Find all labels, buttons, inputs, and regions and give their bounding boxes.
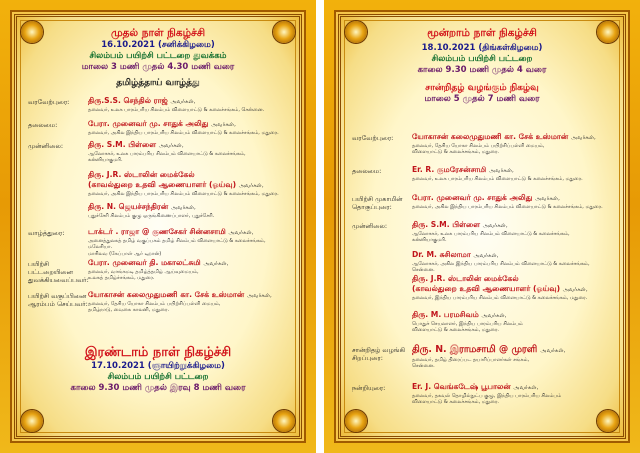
person-desc: விளையாட்டு & கலைச்சங்கம், மதுரை. <box>412 149 500 156</box>
day3-header <box>352 26 612 105</box>
program-row <box>28 202 288 219</box>
program-page-left <box>0 0 316 453</box>
name-suffix: அவர்கள், <box>170 99 196 105</box>
name-suffix: அவர்கள், <box>534 196 560 202</box>
person-name: திரு. N. ஜெயச்சந்திரன் <box>88 202 169 211</box>
person-name: Er. J. வெங்கடேஷ் பூபாலன் <box>412 382 511 391</box>
day2-subtitle: சிலம்பம் பயிற்சி பட்டறை <box>107 372 209 382</box>
person-desc: தலைவர், தேசிய யோகா சிலம்பம் பயிற்சிப்பள்ளி மையம், <box>412 143 545 149</box>
person-name: திரு. J.R. ஸ்டாலின் மைக்கேல் <box>412 274 519 283</box>
day3-subtitle: சிலம்பம் பயிற்சி பட்டறை <box>431 54 533 64</box>
role-label <box>28 202 88 219</box>
person-name: திரு. J.R. ஸ்டாலின் மைக்கேல் <box>88 170 195 179</box>
cert-title: சான்றிதழ் வழங்கும் நிகழ்வு <box>425 83 539 93</box>
name-suffix: அவர்கள், <box>513 385 539 391</box>
role-label: முன்னிலை: <box>28 142 64 150</box>
day3-date: 18.10.2021 (திங்கள்கிழமை) <box>421 43 543 53</box>
person-desc: ஆலோசகர், உலக பாரம்பரிய சிலம்பம் விளையாட்டு & கலைச்சங்கம், <box>412 231 570 237</box>
program-row <box>352 344 612 370</box>
program-row <box>352 193 612 211</box>
name-suffix: அவர்கள், <box>228 230 254 236</box>
person-desc: தலைவர், அகில இந்திய பாரம்பரிய சிலம்பம் விளையாட்டு & கலைச்சங்கம், மதுரை. <box>412 204 603 210</box>
person-name: பேரா. முனைவர் மு. சாதுக் அலிது <box>412 193 533 202</box>
person-desc: கன்னியாகுமரி. <box>88 157 123 164</box>
role-label <box>352 310 412 334</box>
person-desc: தலைவர், வாங்கமடி தமிழ்த்தமிழ் ஆய்வுமையம், <box>88 269 199 275</box>
program-row <box>352 165 612 182</box>
person-desc: தலைவர், தகவல் தொழில்நுட்ப குழு, இந்திய பாரம்பரிய சிலம்பம் <box>412 393 562 399</box>
left-content <box>28 26 288 427</box>
person-desc: புதுச்சேரி சிலம்பம் குழு ஒருங்கிணைப்பாளர், புதுச்சேரி. <box>88 213 215 219</box>
person-desc: தமிழ்நாடு, வைகை காலனி, மதுரை. <box>88 307 170 314</box>
person-desc: அனைத்துலகத் தமிழ் வகுப்பகம் தமிழ் சிலம்பம் விளையாட்டு & கலைச்சங்கம், மலேசியா. <box>88 238 266 251</box>
person-desc: உலகத் தமிழ்ச்சங்கம், மதுரை. <box>88 275 155 282</box>
program-row <box>28 170 288 197</box>
person-name: யோகாசன் கலைமுதுமணி கா. சேக் உஸ்மான் <box>88 290 245 299</box>
role-label <box>28 170 88 197</box>
program-row <box>28 227 288 257</box>
person-desc: தலைவர், அகில இந்திய பாரம்பரிய சிலம்பம் விளையாட்டு & கலைச்சங்கம், மதுரை. <box>88 191 279 197</box>
program-row <box>28 140 288 164</box>
day2-title: இரண்டாம் நாள் நிகழ்ச்சி <box>84 345 232 360</box>
person-name: Er. R. குமரேசன்சாமி <box>412 165 487 174</box>
person-desc: தலைவர், இந்திய பாரம்பரிய சிலம்பம் விளையாட்டு & கலைச்சங்கம், மதுரை. <box>412 295 588 301</box>
cert-time: மாலை 5 முதல் 7 மணி வரை <box>424 94 540 104</box>
role-label <box>352 250 412 274</box>
program-page-right <box>324 0 640 453</box>
role-label: தலைமை: <box>352 167 382 175</box>
role-label: தலைமை: <box>28 121 58 129</box>
day3-time: காலை 9.30 மணி முதல் 4 வரை <box>417 65 547 75</box>
program-row <box>352 310 612 334</box>
person-desc: தலைவர், உலக பாரம்பரிய சிலம்பம் விளையாட்டு & கலைச்சங்கம், சென்னை. <box>88 107 265 113</box>
person-desc: பொதுச் செயலாளர், இந்திய பாரம்பரிய சிலம்பம் <box>412 321 523 327</box>
person-desc: சென்னை. <box>412 363 435 370</box>
role-label: பயிற்சி முகாமின் தொகுப்புரை: <box>352 195 403 211</box>
name-suffix: அவர்கள், <box>473 253 499 259</box>
role-label: வரவேற்புரை: <box>28 98 70 106</box>
role-label: நன்றியுரை: <box>352 384 386 392</box>
person-name: திரு. S.M. பிள்ளை <box>88 140 157 149</box>
program-row <box>28 290 288 314</box>
person-name: யோகாசன் கலைமுதுமணி கா. சேக் உஸ்மான் <box>412 132 569 141</box>
role-label: முன்னிலை: <box>352 222 388 230</box>
person-desc: தலைவர், தமிழ் திரைப்பட தயாரிப்பாளர்கள் சங்கம், <box>412 357 530 363</box>
person-desc: தலைவர், அகில இந்திய பாரம்பரிய சிலம்பம் விளையாட்டு & கலைச்சங்கம், மதுரை. <box>88 130 279 136</box>
program-row <box>352 274 612 301</box>
role-label: பயிற்சி பட்டறையினை துவக்கியவைப்பவர்: <box>28 260 89 284</box>
person-name: திரு. M. பரமசிவம் <box>412 310 479 319</box>
name-suffix: அவர்கள், <box>562 287 588 293</box>
person-desc: தலைவர், உலக பாரம்பரிய சிலம்பம் விளையாட்டு & கலைச்சங்கம், மதுரை. <box>412 176 583 182</box>
day1-subtitle: சிலம்பம் பயிற்சி பட்டறை துவக்கம் <box>89 51 227 61</box>
name-suffix: அவர்கள், <box>570 135 596 141</box>
day2-date: 17.10.2021 (ஞாயிற்றுக்கிழமை) <box>91 361 225 371</box>
person-name: பேரா. முனைவர் தி. மகாலட்சுமி <box>88 258 201 267</box>
person-desc: விளையாட்டு & கலைச்சங்கம், மதுரை. <box>412 399 500 406</box>
role-label: வாழ்த்துரை: <box>28 229 65 237</box>
person-desc: மாசிலவ (கேப்பாள் ஆர் டிறான்) <box>88 250 162 257</box>
person-name: திரு. S.M. பிள்ளை <box>412 220 481 229</box>
right-content <box>352 26 612 427</box>
name-suffix: அவர்கள், <box>481 313 507 319</box>
person-name: பேரா. முனைவர் மு. சாதுக் அலிது <box>88 119 209 128</box>
program-row <box>28 119 288 136</box>
name-suffix: அவர்கள், <box>203 261 229 267</box>
person-desc: ஆலோசகர், உலக பாரம்பரிய சிலம்பம் விளையாட்டு & கலைச்சங்கம், <box>88 151 246 157</box>
name-suffix: அவர்கள், <box>488 168 514 174</box>
person-desc: ஆலோசகர், அகில இந்திய பாரம்பரிய சிலம்பம் விளையாட்டு & கலைச்சங்கம், சென்னை. <box>412 261 590 274</box>
program-row <box>352 132 612 156</box>
person-desc: விளையாட்டு & கலைச்சங்கம், மதுரை. <box>412 327 500 334</box>
program-row <box>352 220 612 244</box>
person-name-line2: (காவல்துறை உதவி ஆணையாளர் (ஓய்வு) <box>412 284 561 293</box>
day1-time: மாலை 3 மணி முதல் 4.30 மணி வரை <box>81 62 235 72</box>
program-row <box>352 382 612 406</box>
name-suffix: அவர்கள், <box>158 143 184 149</box>
day2-time: காலை 9.30 மணி முதல் இரவு 8 மணி வரை <box>70 383 246 393</box>
day2-header <box>28 344 288 394</box>
name-suffix: அவர்கள், <box>246 293 272 299</box>
day3-title: மூன்றாம் நாள் நிகழ்ச்சி <box>427 27 537 39</box>
person-desc: தலைவர், தேசிய யோகா சிலம்பம் பயிற்சிப்பள்ளி மையம், <box>88 301 221 307</box>
name-suffix: அவர்கள், <box>540 348 566 354</box>
day1-title: முதல் நாள் நிகழ்ச்சி <box>110 27 206 39</box>
day1-date: 16.10.2021 (சனிக்கிழமை) <box>101 40 215 50</box>
role-label: பயிற்சி வகுப்பினை ஆரம்பம் செய்பவர்: <box>28 292 88 308</box>
person-name: திரு. N. இராமசாமி @ முரளி <box>412 344 538 355</box>
name-suffix: அவர்கள், <box>482 223 508 229</box>
invocation: தமிழ்த்தாய் வாழ்த்து <box>116 78 200 88</box>
role-label <box>352 274 412 301</box>
day1-header <box>28 26 288 89</box>
person-name-line2: (காவல்துறை உதவி ஆணையாளர் (ஓய்வு) <box>88 180 237 189</box>
person-name: திரு.S.S. செந்தில் ராஜ் <box>88 96 168 105</box>
program-row <box>352 250 612 274</box>
role-label: சான்றிதழ் வழங்கி சிறப்புரை: <box>352 346 405 362</box>
person-desc: கன்னியாகுமரி. <box>412 237 447 244</box>
name-suffix: அவர்கள், <box>238 183 264 189</box>
name-suffix: அவர்கள், <box>210 122 236 128</box>
person-name: டாக்டர் . ராஜா @ குணசேகர் சின்னசாமி <box>88 227 226 236</box>
role-label: வரவேற்புரை: <box>352 134 394 142</box>
name-suffix: அவர்கள், <box>170 205 196 211</box>
person-name: Dr. M. சுசிலாமா <box>412 250 471 259</box>
program-row <box>28 96 288 113</box>
program-row <box>28 258 288 284</box>
